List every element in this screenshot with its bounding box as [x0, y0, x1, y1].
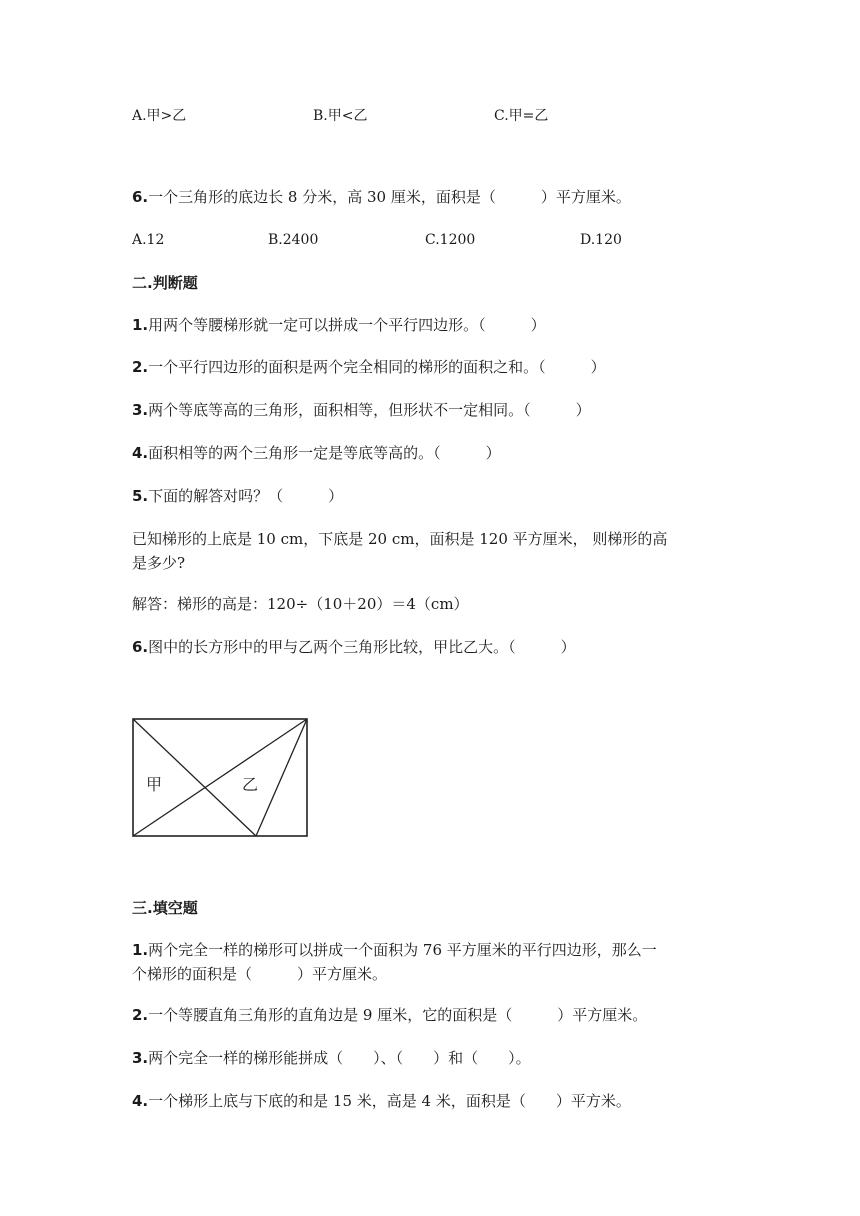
rectangle-triangles-figure [132, 718, 308, 838]
judge-question-5 [132, 485, 343, 507]
judge-question-1 [132, 314, 546, 336]
question-text: 图中的长方形中的甲与乙两个三角形比较，甲比乙大。（ ） [148, 638, 576, 656]
option-a: A.甲>乙 [132, 108, 187, 124]
judge-question-2 [132, 356, 606, 378]
label-yi: 乙 [242, 775, 259, 794]
judge-question-4 [132, 442, 501, 464]
option-a: A.12 [132, 232, 165, 248]
question-number: 4. [132, 1092, 149, 1110]
question-text: 一个平行四边形的面积是两个完全相同的梯形的面积之和。（ ） [148, 358, 606, 376]
question-text: 面积相等的两个三角形一定是等底等高的。（ ） [148, 444, 501, 462]
fill-question-2 [132, 1004, 647, 1026]
question-number: 1. [132, 316, 149, 334]
question-number: 3. [132, 401, 149, 419]
question-number: 6. [132, 188, 149, 206]
option-b: B.2400 [268, 232, 319, 248]
question-text: 一个梯形上底与下底的和是 15 米，高是 4 米，面积是（ ）平方米。 [148, 1092, 631, 1110]
option-c: C.甲=乙 [494, 108, 549, 124]
option-b: B.甲<乙 [313, 108, 368, 124]
option-c: C.1200 [425, 232, 476, 248]
option-d: D.120 [580, 232, 622, 248]
question-text: 下面的解答对吗？（ ） [148, 487, 344, 505]
question-text: 两个等底等高的三角形，面积相等，但形状不一定相同。（ ） [148, 401, 591, 419]
question-text: 一个等腰直角三角形的直角边是 9 厘米，它的面积是（ ）平方厘米。 [148, 1006, 648, 1024]
problem-statement-line-1: 已知梯形的上底是 10 cm，下底是 20 cm，面积是 120 平方厘米， 则梯形的高 [132, 530, 668, 548]
question-number: 2. [132, 1006, 149, 1024]
question-text-line-2: 个梯形的面积是（ ）平方厘米。 [132, 965, 388, 983]
question-number: 2. [132, 358, 149, 376]
section-heading: 二.判断题 [132, 274, 198, 292]
question-number: 5. [132, 487, 149, 505]
fill-question-1 [132, 939, 657, 961]
question-number: 1. [132, 941, 149, 959]
judge-question-3 [132, 399, 591, 421]
question-text: 两个完全一样的梯形能拼成（ ）、（ ）和（ ）。 [148, 1049, 531, 1067]
question-number: 3. [132, 1049, 149, 1067]
question-text-line-1: 两个完全一样的梯形可以拼成一个面积为 76 平方厘米的平行四边形，那么一 [148, 941, 657, 959]
question-text: 一个三角形的底边长 8 分米，高 30 厘米，面积是（ ）平方厘米。 [148, 188, 631, 206]
problem-solution: 解答：梯形的高是：120÷（10＋20）＝4（cm） [132, 595, 469, 613]
problem-statement-line-2: 是多少? [132, 554, 186, 572]
question-text: 用两个等腰梯形就一定可以拼成一个平行四边形。（ ） [148, 316, 546, 334]
fill-question-3 [132, 1047, 531, 1069]
question-number: 6. [132, 638, 149, 656]
section-heading: 三.填空题 [132, 899, 198, 917]
judge-question-6 [132, 636, 576, 658]
choice-question-6 [132, 186, 631, 208]
label-jia: 甲 [146, 775, 163, 794]
question-number: 4. [132, 444, 149, 462]
fill-question-4 [132, 1090, 631, 1112]
